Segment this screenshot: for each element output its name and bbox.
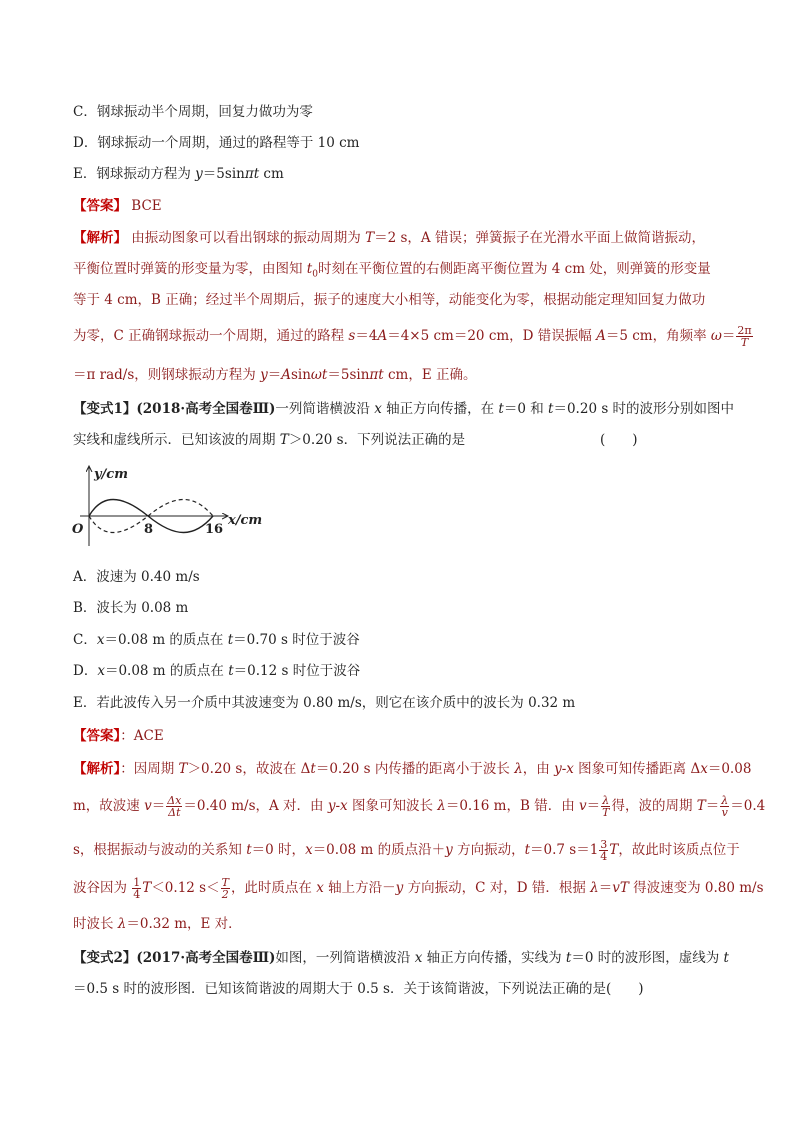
analysis-2-line-2: m，故波速 v＝ $\frac{\Delta x}{\Delta t}$ ＝0.40 m/s，A 对．由 y-x 图象可知波长 λ＝0.16 m，B 错．由 v＝ $\frac{\lambda}{T}$ 得，波的周期 T＝ $\frac{\lambda}{v}$ ＝0.4 bbox=[73, 794, 766, 819]
analysis-1-line-2: 平衡位置时弹簧的形变量为零，由图知 $t_0$时刻在平衡位置的右侧距离平衡位置为 4 cm 处，则弹簧的形变量 bbox=[73, 261, 711, 280]
analysis-label: 【解析】 bbox=[73, 761, 121, 777]
fraction-3-4: $\frac{3}{4}$ bbox=[600, 838, 608, 863]
analysis-2-line-1: 【解析】：因周期 T＞0.20 s，故波在 Δt＝0.20 s 内传播的距离小于波长 λ，由 y-x 图象可知传播距离 Δx＝0.08 bbox=[73, 761, 752, 777]
fraction-1-4: $\frac{1}{4}$ bbox=[133, 876, 141, 901]
option-d: D．x＝0.08 m 的质点在 t＝0.12 s 时位于波谷 bbox=[73, 663, 361, 679]
variant-2-line-2: ＝0.5 s 时的波形图．已知该简谐波的周期大于 0.5 s．关于该简谐波，下列说法正确的是( ) bbox=[73, 981, 644, 997]
option-c-top: C．钢球振动半个周期，回复力做功为零 bbox=[73, 104, 313, 120]
x-axis-label: x/cm bbox=[228, 513, 263, 528]
option-e: E．若此波传入另一介质中其波速变为 0.80 m/s，则它在该介质中的波长为 0.32 m bbox=[73, 695, 576, 711]
option-e-top: E．钢球振动方程为 y＝5sinπt cm bbox=[73, 166, 284, 182]
y-axis-label: y/cm bbox=[94, 467, 128, 482]
answer-paren: ( ) bbox=[600, 432, 638, 448]
variant-1-line-2: 实线和虚线所示．已知该波的周期 T＞0.20 s．下列说法正确的是 bbox=[73, 432, 466, 448]
variant-1-label: 【变式1】 bbox=[73, 401, 137, 417]
analysis-1-line-4: 为零，C 正确钢球振动一个周期，通过的路程 s＝4A＝4×5 cm＝20 cm，D 错误振幅 A＝5 cm，角频率 ω＝ $\frac{2\pi}{T}$ bbox=[73, 324, 752, 349]
fraction-lambda-T: $\frac{\lambda}{T}$ bbox=[602, 794, 610, 819]
tick-label-8: 8 bbox=[144, 522, 154, 537]
analysis-1-line-3: 等于 4 cm，B 正确；经过半个周期后，振子的速度大小相等，动能变化为零，根据动能定理知回复力做功 bbox=[73, 292, 706, 308]
option-b: B．波长为 0.08 m bbox=[73, 600, 189, 616]
origin-label: O bbox=[72, 522, 84, 537]
variant-1-line-1: 【变式1】(2018·高考全国卷Ⅲ)一列简谐横波沿 x 轴正方向传播，在 t＝0 和 t＝0.20 s 时的波形分别如图中 bbox=[73, 401, 735, 417]
fraction-2pi-over-T: $\frac{2\pi}{T}$ bbox=[737, 324, 752, 349]
option-a: A．波速为 0.40 m/s bbox=[73, 569, 200, 585]
wave-graph bbox=[68, 460, 268, 552]
answer-2: 【答案】：ACE bbox=[73, 728, 164, 744]
variant-2-label: 【变式2】 bbox=[73, 950, 137, 966]
option-d-top: D．钢球振动一个周期，通过的路程等于 10 cm bbox=[73, 135, 360, 151]
variant-2-line-1: 【变式2】(2017·高考全国卷Ⅲ)如图，一列简谐横波沿 x 轴正方向传播，实线为 t＝0 时的波形图，虚线为 t bbox=[73, 950, 729, 966]
answer-1: 【答案】 BCE bbox=[73, 198, 162, 214]
analysis-label: 【解析】 bbox=[73, 230, 127, 246]
analysis-1-line-1: 【解析】 由振动图象可以看出钢球的振动周期为 T＝2 s，A 错误；弹簧振子在光滑水平面上做简谐振动， bbox=[73, 230, 705, 246]
analysis-2-line-5: 时波长 λ＝0.32 m，E 对． bbox=[73, 916, 242, 932]
answer-label: 【答案】 bbox=[73, 198, 127, 214]
option-c: C．x＝0.08 m 的质点在 t＝0.70 s 时位于波谷 bbox=[73, 632, 360, 648]
fraction-T-2: $\frac{T}{2}$ bbox=[221, 876, 229, 901]
tick-label-16: 16 bbox=[205, 522, 224, 537]
analysis-1-line-5: ＝π rad/s，则钢球振动方程为 y＝Asinωt＝5sinπt cm，E 正确。 bbox=[73, 367, 477, 383]
answer-label: 【答案】 bbox=[73, 728, 121, 744]
fraction-lambda-v: $\frac{\lambda}{v}$ bbox=[721, 794, 729, 819]
analysis-2-line-3: s，根据振动与波动的关系知 t＝0 时，x＝0.08 m 的质点沿＋y 方向振动，t＝0.7 s＝1 $\frac{3}{4}$ T，故此时该质点位于 bbox=[73, 838, 740, 863]
fraction-dx-dt: $\frac{\Delta x}{\Delta t}$ bbox=[167, 794, 182, 819]
analysis-2-line-4: 波谷因为 $\frac{1}{4}$ T＜0.12 s＜ $\frac{T}{2}$ ，此时质点在 x 轴上方沿－y 方向振动，C 对，D 错．根据 λ＝vT 得波速变为 0.80 m/s bbox=[73, 876, 764, 901]
